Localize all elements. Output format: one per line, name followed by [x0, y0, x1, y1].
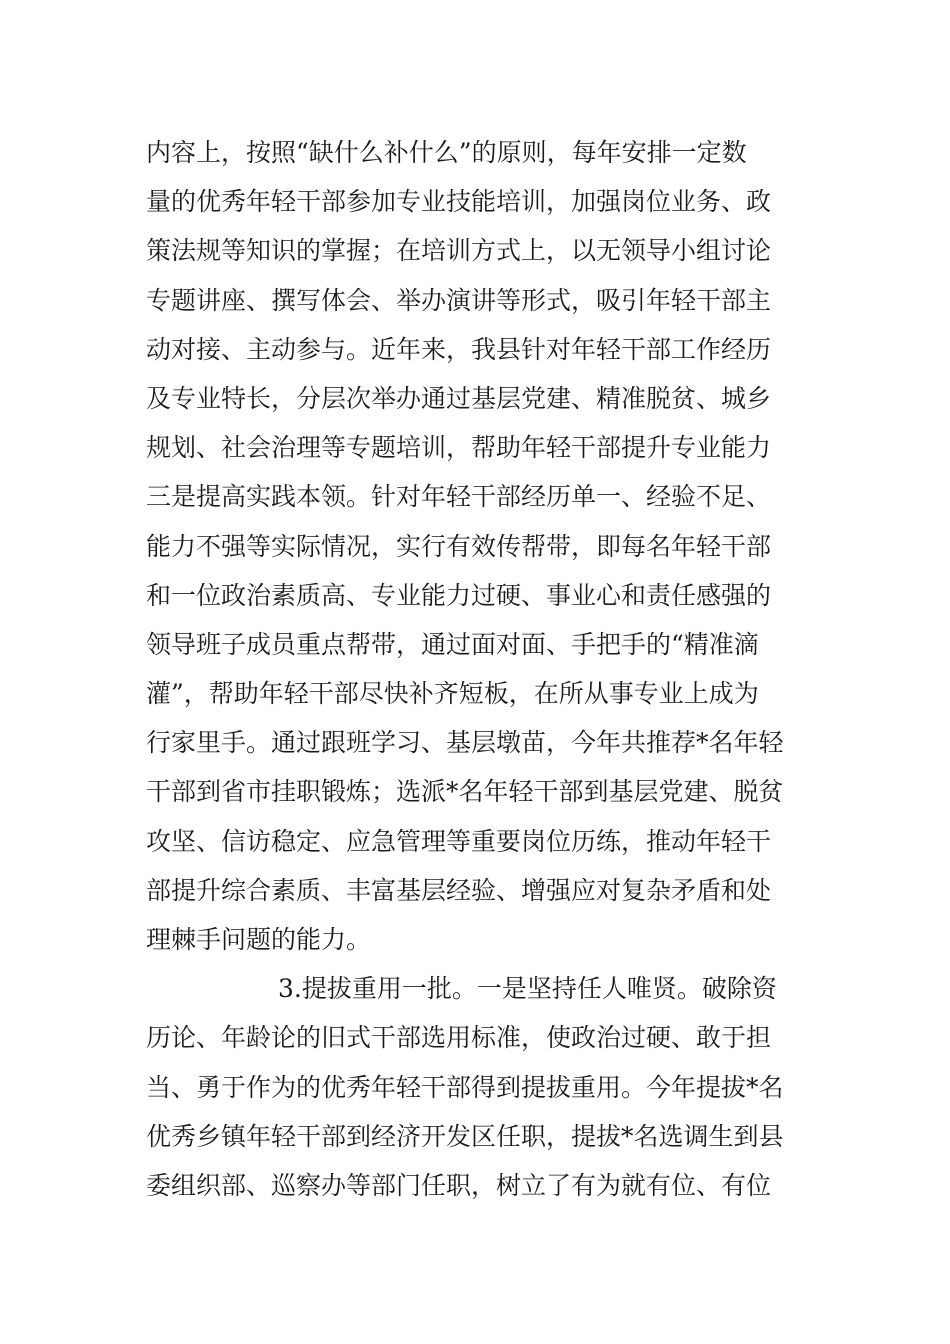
body-text — [146, 128, 816, 1210]
text-line: 和一位政治素质高、专业能力过硬、事业心和责任感强的 — [146, 580, 772, 610]
text-line: 量的优秀年轻干部参加专业技能培训，加强岗位业务、政 — [146, 187, 772, 217]
text-line: 及专业特长，分层次举办通过基层党建、精准脱贫、城乡 — [146, 383, 772, 413]
text-line: 部提升综合素质、丰富基层经验、增强应对复杂矛盾和处 — [146, 875, 772, 905]
text-line: 优秀乡镇年轻干部到经济开发区任职，提拔*名选调生到县 — [146, 1121, 784, 1151]
text-line: 干部到省市挂职锻炼；选派*名年轻干部到基层党建、脱贫 — [146, 777, 784, 807]
text-line: 内容上，按照“缺什么补什么”的原则，每年安排一定数 — [146, 138, 747, 167]
text-line: 攻坚、信访稳定、应急管理等重要岗位历练，推动年轻干 — [146, 826, 772, 856]
text-line: 灌”，帮助年轻干部尽快补齐短板，在所从事专业上成为 — [146, 679, 759, 709]
text-line: 三是提高实践本领。针对年轻干部经历单一、经验不足、 — [146, 482, 772, 512]
text-line: 动对接、主动参与。近年来，我县针对年轻干部工作经历 — [146, 334, 772, 364]
text-line: 规划、社会治理等专题培训，帮助年轻干部提升专业能力 — [146, 433, 772, 463]
text-line: 当、勇于作为的优秀年轻干部得到提拔重用。今年提拔*名 — [146, 1072, 784, 1102]
text-line: 历论、年龄论的旧式干部选用标准，使政治过硬、敢于担 — [146, 1023, 772, 1053]
text-line: 行家里手。通过跟班学习、基层墩苗，今年共推荐*名年轻 — [146, 728, 784, 758]
text-line: 专题讲座、撰写体会、举办演讲等形式，吸引年轻干部主 — [146, 285, 772, 315]
text-line: 委组织部、巡察办等部门任职，树立了有为就有位、有位 — [146, 1170, 772, 1200]
text-line: 理棘手问题的能力。 — [146, 925, 372, 954]
text-line: 策法规等知识的掌握；在培训方式上，以无领导小组讨论 — [146, 236, 772, 266]
text-line: 能力不强等实际情况，实行有效传帮带，即每名年轻干部 — [146, 531, 772, 561]
section-heading-line: 3.提拔重用一批。一是坚持任人唯贤。破除资 — [278, 974, 777, 1004]
text-line: 领导班子成员重点帮带，通过面对面、手把手的“精准滴 — [146, 629, 759, 659]
